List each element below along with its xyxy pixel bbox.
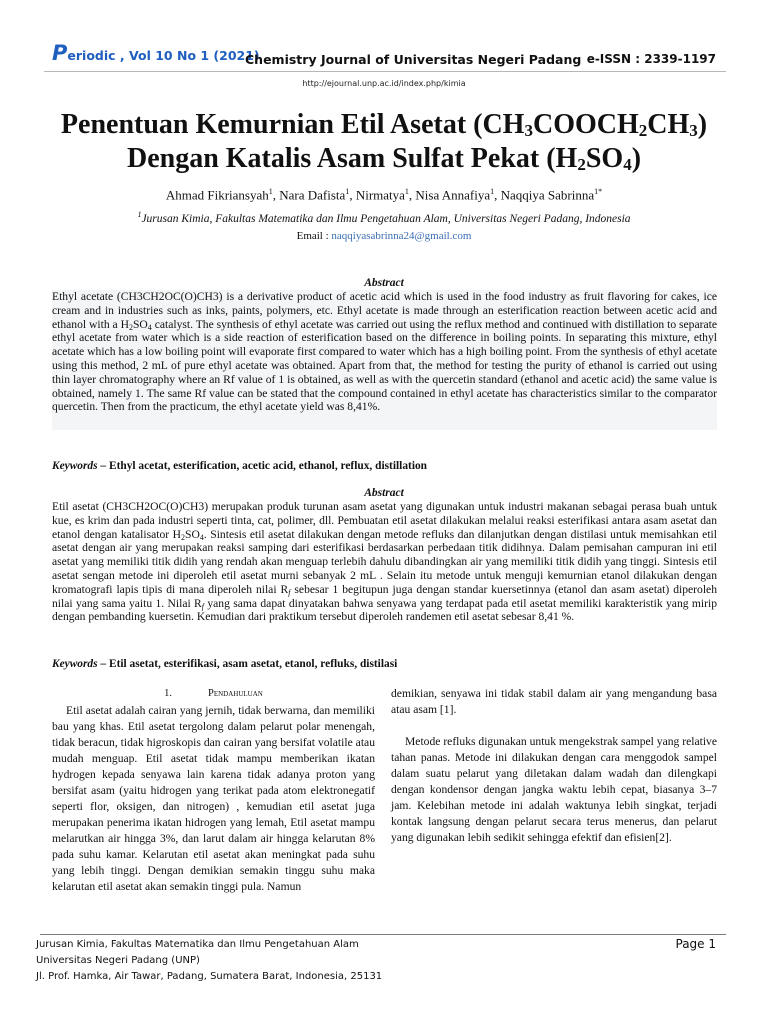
footer-divider: [40, 934, 726, 935]
title-line-1: Penentuan Kemurnian Etil Asetat $(CH_3COOCH_2CH_3)$: [60, 109, 708, 140]
title-line-2: Dengan Katalis Asam Sulfat Pekat $(H_2SO_4)$: [126, 143, 642, 174]
section-heading: 1. Pendahuluan: [164, 688, 263, 699]
paper-title: [40, 108, 728, 176]
footer-address: [36, 937, 716, 985]
abstract-heading-id: Abstract: [364, 487, 404, 499]
footer-line-3: Jl. Prof. Hamka, Air Tawar, Padang, Sumatera Barat, Indonesia, 25131: [36, 971, 383, 982]
footer-line-2: Universitas Negeri Padang (UNP): [36, 955, 200, 966]
intro-paragraph-2: demikian, senyawa ini tidak stabil dalam air yang mengandung basa atau asam [1].: [391, 687, 717, 716]
body-column-right: [391, 686, 717, 846]
contact-email: Email : naqqiyasabrinna24@gmail.com: [296, 230, 472, 242]
intro-paragraph-3: Metode refluks digunakan untuk mengekstrak sampel yang relative tahan panas. Metode ini dilakukan dengan cara menggodok sampel dalam suatu pelarut yang diletakan dalam wadah dan dilengkapi dengan kondensor dengan jangka waktu lebih cepat, biasanya 3–7 jam. Kelebihan metode ini adalah waktunya lebih singkat, terjadi kontak langsung dengan pelarut secara terus menerus, dan pelarut yang digunakan lebih sedikit sehingga efektif dan efisien[2].: [391, 735, 717, 844]
author-list: Ahmad Fikriansyah$^1$, Nara Dafista$^1$, Nirmatya$^1$, Nisa Annafiya$^1$, Naqqiya Sabrinna$^{1*}$: [165, 187, 603, 203]
keywords-id: Keywords – Etil asetat, esterifikasi, asam asetat, etanol, refluks, distilasi: [52, 658, 398, 670]
footer-line-1: Jurusan Kimia, Fakultas Matematika dan Ilmu Pengetahuan Alam: [36, 939, 359, 950]
journal-issue: Periodic , Vol 10 No 1 (2021): [52, 41, 260, 65]
keywords-en: Keywords – Ethyl acetat, esterification, acetic acid, ethanol, reflux, distillation: [52, 460, 428, 472]
abstract-heading-en: Abstract: [364, 277, 404, 289]
email-link[interactable]: naqqiyasabrinna24@gmail.com: [331, 230, 472, 242]
journal-issn: e-ISSN : 2339-1197: [586, 52, 716, 66]
journal-url[interactable]: http://ejournal.unp.ac.id/index.php/kimia: [302, 79, 466, 88]
journal-name: Chemistry Journal of Universitas Negeri Padang: [245, 52, 582, 67]
body-column-left: [52, 686, 375, 895]
page-number: Page 1: [675, 937, 716, 951]
affiliation: $^1$Jurusan Kimia, Fakultas Matematika dan Ilmu Pengetahuan Alam, Universitas Negeri Padang, Indonesia: [137, 210, 631, 225]
abstract-text-en: Ethyl acetate (CH3CH2OC(O)CH3) is a derivative product of acetic acid which is used in the food industry as fruit flavoring for cakes, ice cream and in industries such as inks, paints, polymers, etc. Ethyl acetate is made through an esterification reaction between acetic acid and ethanol with a $H_2SO_4$ catalyst. The synthesis of ethyl acetate was carried out using the reflux method and continued with distillation to separate ethyl acetate from water which is a side reaction of esterification based on the difference in boiling points. In separating this mixture, ethyl acetate which has a low boiling point will evaporate first compared to water which has a high boiling point. From the synthesis of ethyl acetate using this method, 2 mL of pure ethyl acetate was obtained. Apart from that, the method for testing the purity of ethanol is carried out using thin layer chromatography where an Rf value of 1 is obtained, as well as with the quercetin standard (ethanol and acetic acid) the same value is obtained, namely 1. The same Rf value can be stated that the compound contained in ethyl acetate has characteristics similar to the comparator quercetin. Then from the practicum, the ethyl acetate yield was 8,41%.: [52, 290, 717, 430]
abstract-text-id: Etil asetat (CH3CH2OC(O)CH3) merupakan produk turunan asam asetat yang digunakan untuk industri makanan sebagai perasa buah untuk kue, es krim dan pada industri seperti tinta, cat, polimer, dll. Pembuatan etil asetat dilakukan melalui reaksi esterifikasi antara asam asetat dan etanol dengan katalisator $H_2SO_4$. Sintesis etil asetat dilakukan dengan metode refluks dan dilanjutkan dengan distilasi untuk memisahkan etil asetat dengan air yang merupakan reaksi samping dari esterifikasi berdasarkan perbedaan titik didihnya. Dalam pemisahan campuran ini etil asetat yang memiliki titik didih yang rendah akan menguap terlebih dahulu dibandingkan air yang memiliki titik didih yang tinggi. Sintesis etil asetat sengan metode ini diperoleh etil asetat murni sebanyak 2 mL . Selain itu metode untuk menguji kemurnian etanol dilakukan dengan kromatografi lapis tipis di mana diperoleh nilai $R_f$ sebesar 1 begitupun juga dengan standar kuersetinnya (etanol dan asam asetat) diperoleh nilai yang sama yaitu 1. Nilai $R_f$ yang sama dapat dinyatakan bahwa senyawa yang terdapat pada etil asetat memiliki karakteristik yang mirip dengan pembanding kuersetin. Kemudian dari praktikum tersebut diperoleh randemen etil asetat sebesar 8,41 %.: [52, 500, 717, 624]
journal-header: [52, 41, 722, 72]
intro-paragraph-1: Etil asetat adalah cairan yang jernih, tidak berwarna, dan memiliki bau yang khas. Etil asetat tergolong dalam pelarut polar menengah, tidak beracun, tidak higroskopis dan cairan yang bersifat volatile atau mudah menguap. Etil asetat tidak mampu memberikan ikatan hydrogen kepada senyawa lain karena tidak adanya proton yang bersifat asam (yaitu hidrogen yang terikat pada atom elektronegatif seperti flor, oksigen, dan nitrogen) , kemudian etil asetat juga merupakan penerima ikatan hidrogen yang lemah, Etil asetat mampu melarutkan air hingga 3%, dan larut dalam air hingga kelarutan 8% pada suhu kamar. Kelarutan etil asetat akan meningkat pada suhu yang lebih tinggi. Dengan demikian semakin tinggu suhu maka kelarutan etil asetat akan semakin tinggi pula. Namun: [52, 704, 375, 893]
header-divider: [44, 71, 726, 72]
